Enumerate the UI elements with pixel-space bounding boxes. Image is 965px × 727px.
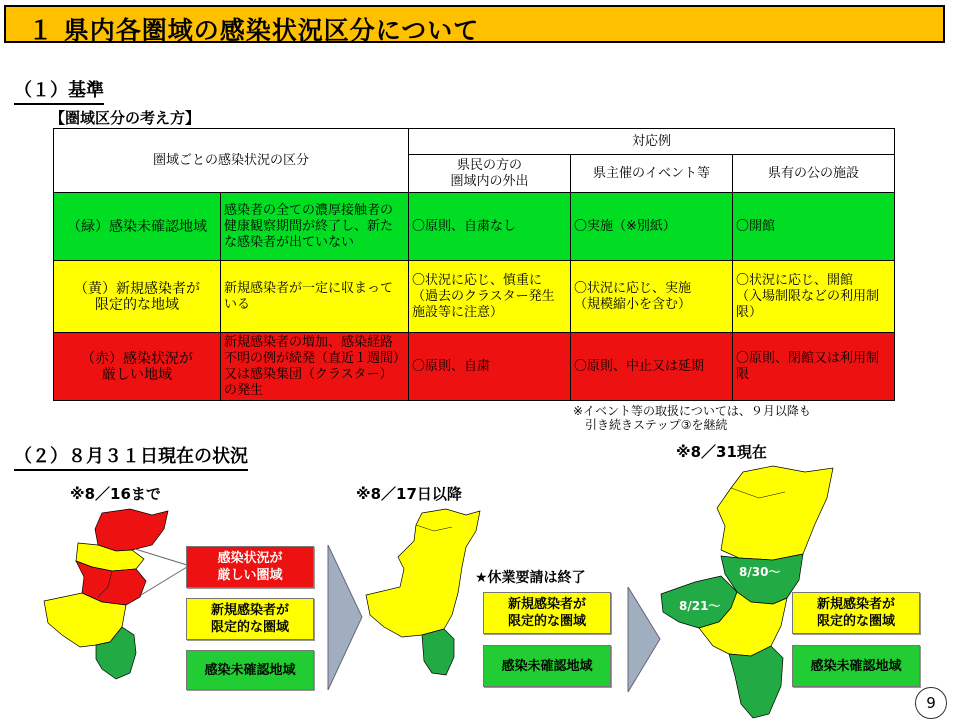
- table-row: [54, 261, 895, 333]
- table-row: [54, 193, 895, 261]
- header-group: 対応例: [409, 129, 895, 155]
- pointer-lines: [135, 545, 190, 600]
- row-outing: 〇原則、自粛: [409, 333, 571, 401]
- legend-unconfirmed: 感染未確認地域: [483, 645, 611, 687]
- row-criteria: 新規感染者が一定に収まっている: [221, 261, 409, 333]
- row-events: 〇状況に応じ、実施 （規模縮小を含む）: [571, 261, 733, 333]
- criteria-table: [53, 128, 895, 401]
- row-outing: 〇状況に応じ、慎重に （過去のクラスター発生施設等に注意）: [409, 261, 571, 333]
- title-bar: [4, 5, 945, 43]
- row-facilities: 〇状況に応じ、開館 （入場制限などの利用制限）: [733, 261, 895, 333]
- row-events: 〇原則、中止又は延期: [571, 333, 733, 401]
- row-criteria: 感染者の全ての濃厚接触者の健康観察期間が終了し、新たな感染者が出ていない: [221, 193, 409, 261]
- section2-heading: （２）８月３１日現在の状況: [14, 442, 248, 471]
- header-col-outing: 県民の方の 圏域内の外出: [409, 155, 571, 193]
- table-subheading: 【圏域区分の考え方】: [50, 109, 201, 127]
- legend-limited: 新規感染者が 限定的な圏域: [186, 598, 314, 640]
- legend-severe: 感染状況が 厳しい圏域: [186, 546, 314, 588]
- header-left: 圏域ごとの感染状況の区分: [54, 129, 409, 193]
- row-outing: 〇原則、自粛なし: [409, 193, 571, 261]
- section1-heading: （１）基準: [14, 76, 104, 105]
- panel3-label: ※8／31現在: [676, 443, 767, 461]
- header-col-events: 県主催のイベント等: [571, 155, 733, 193]
- legend-limited: 新規感染者が 限定的な圏域: [792, 592, 920, 634]
- table-note: ※イベント等の取扱については、９月以降も 引き続きステップ③を継続: [573, 404, 811, 432]
- row-category: （緑）感染未確認地域: [54, 193, 221, 261]
- page-title: １ 県内各圏域の感染状況区分について: [28, 16, 480, 45]
- row-category: （赤）感染状況が 厳しい地域: [54, 333, 221, 401]
- legend-limited: 新規感染者が 限定的な圏域: [483, 592, 611, 634]
- row-events: 〇実施（※別紙）: [571, 193, 733, 261]
- row-category: （黄）新規感染者が 限定的な地域: [54, 261, 221, 333]
- map-until-0816: [40, 505, 175, 700]
- row-facilities: 〇原則、閉館又は利用制限: [733, 333, 895, 401]
- arrow-right-icon: [326, 545, 364, 690]
- row-facilities: 〇開館: [733, 193, 895, 261]
- table-row: [54, 333, 895, 401]
- map-label-0821: 8/21～: [679, 599, 721, 613]
- header-col-facilities: 県有の公の施設: [733, 155, 895, 193]
- map-from-0817: [362, 505, 487, 685]
- panel2-note: ★休業要請は終了: [475, 570, 586, 586]
- panel2-label: ※8／17日以降: [356, 485, 462, 503]
- panel1-label: ※8／16まで: [70, 485, 161, 503]
- map-label-0830: 8/30～: [739, 565, 781, 579]
- row-criteria: 新規感染者の増加、感染経路不明の例が続発（直近１週間）又は感染集団（クラスター）の発生: [221, 333, 409, 401]
- legend-unconfirmed: 感染未確認地域: [792, 645, 920, 687]
- page-number: 9: [915, 687, 947, 719]
- legend-unconfirmed: 感染未確認地域: [186, 650, 314, 690]
